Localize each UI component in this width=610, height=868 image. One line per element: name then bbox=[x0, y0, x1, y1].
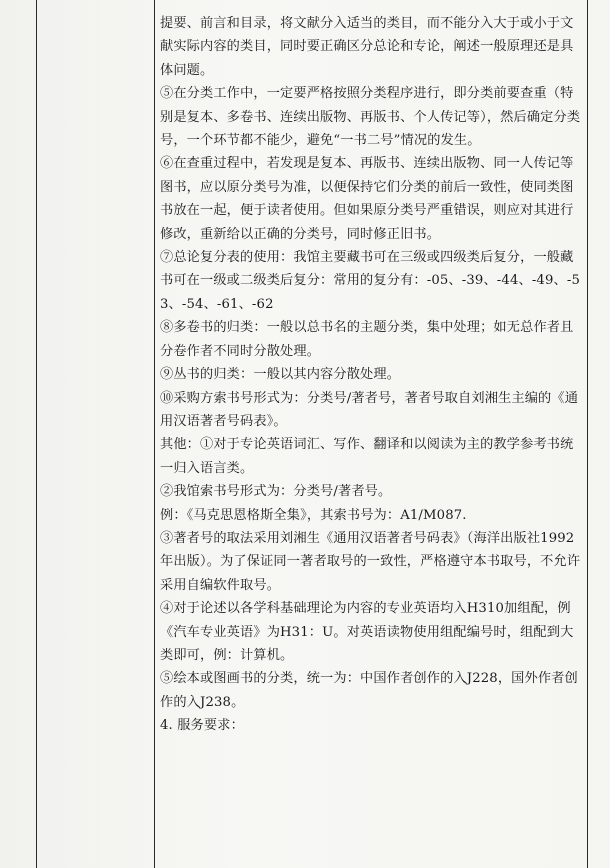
table-border-left bbox=[36, 0, 37, 868]
table-border-middle bbox=[154, 0, 155, 868]
section-heading-service: 4. 服务要求： bbox=[160, 718, 244, 734]
paragraph-item-10: ⑩采购方索书号形式为：分类号/著者号，著者号取自刘湘生主编的《通用汉语著者号码表》。 bbox=[160, 390, 579, 429]
paragraph-other-3: ③著者号的取法采用刘湘生《通用汉语著者号码表》（海洋出版社1992年出版）。为了保证同一著者取号的一致性，严格遵守本书取号，不允许采用自编软件取号。 bbox=[160, 530, 581, 593]
paragraph-item-7: ⑦总论复分表的使用：我馆主要藏书可在三级或四级类后复分，一般藏书可在一级或二级类后复分：常用的复分有：-05、-39、-44、-49、-53、-54、-61、-62 bbox=[160, 250, 580, 312]
paragraph-other-2: ②我馆索书号形式为：分类号/著者号。 bbox=[160, 484, 392, 500]
paragraph-item-8: ⑧多卷书的归类：一般以总书名的主题分类，集中处理；如无总作者且分卷作者不同时分散处理。 bbox=[160, 320, 574, 359]
table-content-cell bbox=[160, 12, 585, 738]
paragraph-other-4: ④对于论述以各学科基础理论为内容的专业英语均入H310加组配，例《汽车专业英语》为H31：U。对英语读物使用组配编号时，组配到大类即可，例：计算机。 bbox=[160, 601, 574, 663]
paragraph-intro: 提要、前言和目录，将文献分入适当的类目，而不能分入大于或小于文献实际内容的类目，同时要正确区分总论和专论，阐述一般原理还是具体问题。 bbox=[160, 16, 574, 78]
paragraph-item-5: ⑤在分类工作中，一定要严格按照分类程序进行，即分类前要查重（特别是复本、多卷书、连续出版物、再版书、个人传记等），然后确定分类号，一个环节都不能少，避免“一书二号”情况的发生。 bbox=[160, 86, 581, 149]
paragraph-item-6: ⑥在查重过程中，若发现是复本、再版书、连续出版物、同一人传记等图书，应以原分类号为准，以便保持它们分类的前后一致性，使同类图书放在一起，便于读者使用。但如果原分类号严重错误，则应对其进行修改，重新给以正确的分类号，同时修正旧书。 bbox=[160, 156, 574, 242]
paragraph-example: 例：《马克思恩格斯全集》，其索书号为：A1/M087. bbox=[160, 507, 467, 523]
table-border-right bbox=[587, 0, 588, 868]
paragraph-other-1: 其他：①对于专论英语词汇、写作、翻译和以阅读为主的教学参考书统一归入语言类。 bbox=[160, 437, 574, 476]
paragraph-item-9: ⑨丛书的归类：一般以其内容分散处理。 bbox=[160, 367, 401, 383]
paragraph-other-5: ⑤绘本或图画书的分类，统一为：中国作者创作的入J228，国外作者创作的入J238。 bbox=[160, 671, 578, 710]
